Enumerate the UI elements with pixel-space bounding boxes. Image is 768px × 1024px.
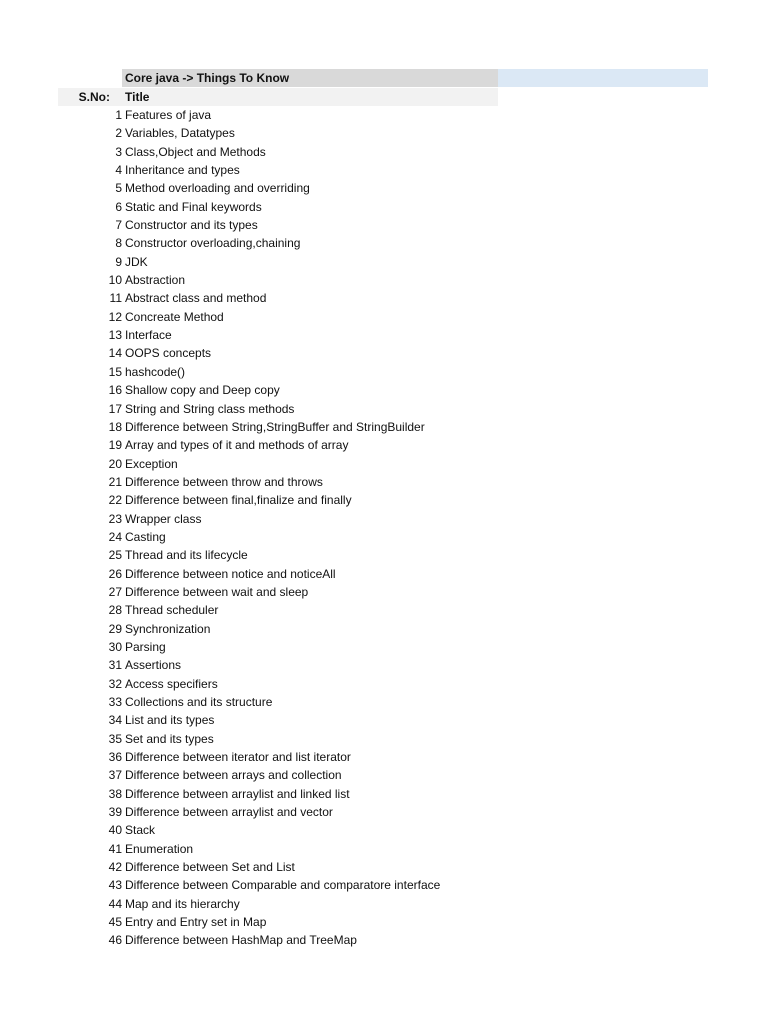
table-row xyxy=(0,876,768,894)
table-row xyxy=(0,675,768,693)
column-header-band xyxy=(58,88,498,106)
row-number: 40 xyxy=(108,823,122,838)
table-row xyxy=(0,234,768,252)
row-number: 23 xyxy=(108,511,122,526)
row-title: Difference between throw and throws xyxy=(125,474,323,489)
row-number: 18 xyxy=(108,419,122,434)
table-row xyxy=(0,821,768,839)
table-row xyxy=(0,785,768,803)
table-row xyxy=(0,271,768,289)
row-number: 8 xyxy=(115,236,122,251)
row-number: 13 xyxy=(108,328,122,343)
table-row xyxy=(0,491,768,509)
row-title: Difference between wait and sleep xyxy=(125,584,309,599)
row-number: 7 xyxy=(115,218,122,233)
row-title: Difference between iterator and list iterator xyxy=(125,750,351,765)
row-title: Access specifiers xyxy=(125,676,218,691)
row-number: 11 xyxy=(109,291,122,306)
row-title: Array and types of it and methods of array xyxy=(125,438,349,453)
table-row xyxy=(0,161,768,179)
row-title: Abstraction xyxy=(125,273,186,288)
table-row xyxy=(0,198,768,216)
row-title: Wrapper class xyxy=(125,511,202,526)
table-row xyxy=(0,473,768,491)
row-number: 20 xyxy=(108,456,122,471)
row-number: 16 xyxy=(108,383,122,398)
row-title: Casting xyxy=(125,529,166,544)
row-title: Features of java xyxy=(125,108,212,122)
row-number: 1 xyxy=(115,108,122,122)
table-row xyxy=(0,179,768,197)
row-title: OOPS concepts xyxy=(125,346,212,361)
row-title: Interface xyxy=(125,328,172,343)
row-title: Map and its hierarchy xyxy=(125,896,240,911)
table-row xyxy=(0,711,768,729)
row-title: Thread scheduler xyxy=(125,603,219,618)
row-title: Constructor and its types xyxy=(125,218,258,233)
row-number: 29 xyxy=(108,621,122,636)
table-row xyxy=(0,748,768,766)
row-title: Difference between HashMap and TreeMap xyxy=(125,933,357,948)
row-number: 42 xyxy=(108,860,122,875)
table-row xyxy=(0,546,768,564)
row-number: 26 xyxy=(108,566,122,581)
row-title: Difference between Comparable and comparatore interface xyxy=(125,878,441,893)
row-title: Exception xyxy=(125,456,178,471)
table-row xyxy=(0,803,768,821)
row-number: 45 xyxy=(108,915,122,930)
row-title: Assertions xyxy=(125,658,182,673)
table-row xyxy=(0,308,768,326)
row-title: Shallow copy and Deep copy xyxy=(125,383,280,398)
row-number: 12 xyxy=(108,309,122,324)
row-number: 15 xyxy=(108,364,122,379)
row-title: Difference between arraylist and vector xyxy=(125,805,333,820)
table-row xyxy=(0,913,768,931)
row-number: 37 xyxy=(108,768,122,783)
table-row xyxy=(0,106,768,124)
row-number: 17 xyxy=(108,401,122,416)
table-row xyxy=(0,400,768,418)
row-number: 4 xyxy=(115,163,122,178)
row-title: hashcode() xyxy=(125,364,186,379)
table-row xyxy=(0,730,768,748)
row-title: Set and its types xyxy=(125,731,214,746)
row-number: 30 xyxy=(108,639,122,654)
row-title: Entry and Entry set in Map xyxy=(125,915,267,930)
row-number: 10 xyxy=(108,273,122,288)
table-row xyxy=(0,601,768,619)
column-header-sno: S.No: xyxy=(78,90,110,104)
table-row xyxy=(0,766,768,784)
table-row xyxy=(0,693,768,711)
row-number: 38 xyxy=(108,786,122,801)
row-number: 5 xyxy=(115,181,122,196)
row-title: Difference between final,finalize and finally xyxy=(125,493,352,508)
table-row xyxy=(0,528,768,546)
table-row xyxy=(0,510,768,528)
column-header-title: Title xyxy=(125,90,150,104)
table-row xyxy=(0,858,768,876)
row-title: Concreate Method xyxy=(125,309,224,324)
row-title: Difference between notice and noticeAll xyxy=(125,566,336,581)
sheet-title: Core java -> Things To Know xyxy=(125,71,290,85)
row-number: 21 xyxy=(108,474,122,489)
table-row xyxy=(0,289,768,307)
table-row xyxy=(0,344,768,362)
row-title: Inheritance and types xyxy=(125,163,240,178)
row-number: 32 xyxy=(108,676,122,691)
row-number: 24 xyxy=(108,529,122,544)
row-number: 22 xyxy=(108,493,122,508)
row-title: String and String class methods xyxy=(125,401,295,416)
row-number: 25 xyxy=(108,548,122,563)
table-row xyxy=(0,895,768,913)
row-title: Constructor overloading,chaining xyxy=(125,236,301,251)
row-number: 33 xyxy=(108,695,122,709)
table-row xyxy=(0,363,768,381)
row-title: Enumeration xyxy=(125,841,194,856)
row-number: 41 xyxy=(108,841,122,856)
row-title: Method overloading and overriding xyxy=(125,181,310,196)
table-row xyxy=(0,253,768,271)
table-row xyxy=(0,931,768,949)
row-number: 19 xyxy=(108,438,122,453)
table-row xyxy=(0,455,768,473)
table-row xyxy=(0,381,768,399)
row-number: 14 xyxy=(108,346,122,361)
table-row xyxy=(0,124,768,142)
row-number: 44 xyxy=(108,896,122,911)
row-number: 9 xyxy=(115,254,122,269)
row-number: 31 xyxy=(108,658,122,673)
row-title: Difference between String,StringBuffer and StringBuilder xyxy=(125,419,425,434)
row-title: List and its types xyxy=(125,713,215,728)
table-row xyxy=(0,418,768,436)
row-title: Static and Final keywords xyxy=(125,199,262,214)
row-title: JDK xyxy=(125,254,148,269)
topic-list xyxy=(0,106,768,950)
row-number: 35 xyxy=(108,731,122,746)
row-title: Abstract class and method xyxy=(125,291,267,306)
table-row xyxy=(0,565,768,583)
table-row xyxy=(0,620,768,638)
row-number: 28 xyxy=(108,603,122,618)
table-row xyxy=(0,583,768,601)
table-row xyxy=(0,436,768,454)
row-number: 3 xyxy=(115,144,122,159)
row-number: 27 xyxy=(108,584,122,599)
row-title: Difference between arrays and collection xyxy=(125,768,342,783)
row-number: 2 xyxy=(115,126,122,141)
row-number: 43 xyxy=(108,878,122,893)
row-number: 34 xyxy=(108,713,122,728)
row-number: 39 xyxy=(108,805,122,820)
table-row xyxy=(0,840,768,858)
row-title: Thread and its lifecycle xyxy=(125,548,248,563)
row-title: Class,Object and Methods xyxy=(125,144,266,159)
table-row xyxy=(0,656,768,674)
row-title: Difference between arraylist and linked list xyxy=(125,786,350,801)
table-row xyxy=(0,326,768,344)
table-row xyxy=(0,216,768,234)
row-number: 6 xyxy=(115,199,122,214)
row-title: Parsing xyxy=(125,639,166,654)
table-row xyxy=(0,638,768,656)
row-number: 36 xyxy=(108,750,122,765)
row-title: Variables, Datatypes xyxy=(125,126,235,141)
row-title: Collections and its structure xyxy=(125,695,273,709)
table-row xyxy=(0,143,768,161)
row-title: Stack xyxy=(125,823,156,838)
row-number: 46 xyxy=(108,933,122,948)
row-title: Synchronization xyxy=(125,621,211,636)
row-title: Difference between Set and List xyxy=(125,860,295,875)
